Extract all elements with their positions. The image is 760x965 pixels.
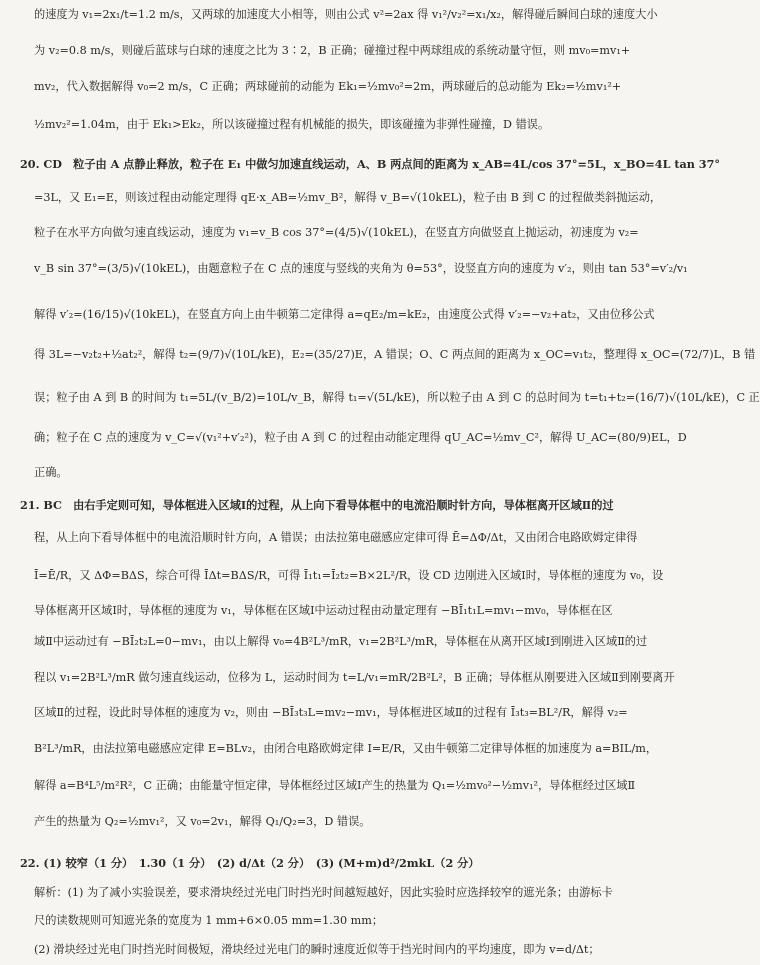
text-line: 区域Ⅱ的过程，设此时导体框的速度为 v₂，则由 −BĪ₃t₃L=mv₂−mv₁，导体框进区域Ⅱ的过程有 Ī₃t₃=BL²/R，解得 v₂= — [34, 706, 628, 719]
text-line: 程，从上向下看导体框中的电流沿顺时针方向，A 错误；由法拉第电磁感应定律可得 Ē=ΔΦ/Δt，又由闭合电路欧姆定律得 — [34, 531, 638, 544]
text-line: 为 v₂=0.8 m/s，则碰后蓝球与白球的速度之比为 3∶2，B 正确；碰撞过程中两球组成的系统动量守恒，则 mv₀=mv₁+ — [34, 44, 631, 57]
question-22-header: 22. (1) 较窄（1 分） 1.30（1 分） (2) d/Δt（2 分） (3) (M+m)d²/2mkL（2 分） — [20, 856, 480, 870]
text-line: ½mv₂²=1.04m，由于 Ek₁>Ek₂，所以该碰撞过程有机械能的损失，即该碰撞为非弹性碰撞，D 错误。 — [34, 118, 550, 131]
text-line: Ī=Ē/R，又 ΔΦ=BΔS，综合可得 ĪΔt=BΔS/R，可得 Ī₁t₁=Ī₂t₂=B×2L²/R，设 CD 边刚进入区域Ⅰ时，导体框的速度为 v₀，设 — [34, 569, 664, 582]
text-line: 解得 a=B⁴L⁵/m²R²，C 正确；由能量守恒定律，导体框经过区域Ⅰ产生的热量为 Q₁=½mv₀²−½mv₁²，导体框经过区域Ⅱ — [34, 779, 636, 792]
text-line: 粒子在水平方向做匀速直线运动，速度为 v₁=v_B cos 37°=(4/5)√(10kEL)，在竖直方向做竖直上抛运动，初速度为 v₂= — [34, 226, 639, 239]
text-line: 导体框离开区域Ⅰ时，导体框的速度为 v₁，导体框在区域Ⅰ中运动过程由动量定理有 −BĪ₁t₁L=mv₁−mv₀，导体框在区 — [34, 604, 613, 617]
text-line: 产生的热量为 Q₂=½mv₁²，又 v₀=2v₁，解得 Q₁/Q₂=3，D 错误。 — [34, 815, 371, 828]
text-line: (2) 滑块经过光电门时挡光时间极短，滑块经过光电门的瞬时速度近似等于挡光时间内的平均速度，即为 v=d/Δt； — [34, 943, 600, 956]
text-line: B²L³/mR，由法拉第电磁感应定律 E=BLv₂，由闭合电路欧姆定律 I=E/R，又由牛顿第二定律导体框的加速度为 a=BIL/m， — [34, 742, 658, 755]
text-line: 正确。 — [34, 466, 68, 479]
text-line: 得 3L=−v₂t₂+½at₂²，解得 t₂=(9/7)√(10L/kE)，E₂=(35/27)E，A 错误；O、C 两点间的距离为 x_OC=v₁t₂，整理得 x_OC=(72/7)L，B 错 — [34, 348, 756, 361]
text-line: mv₂，代入数据解得 v₀=2 m/s，C 正确；两球碰前的动能为 Ek₁=½mv₀²=2m，两球碰后的总动能为 Ek₂=½mv₁²+ — [34, 80, 622, 93]
text-line: =3L，又 E₁=E，则该过程由动能定理得 qE·x_AB=½mv_B²，解得 v_B=√(10kEL)，粒子由 B 到 C 的过程做类斜抛运动， — [34, 191, 662, 204]
text-line: 程以 v₁=2B²L³/mR 做匀速直线运动，位移为 L，运动时间为 t=L/v₁=mR/2B²L²，B 正确；导体框从刚要进入区域Ⅱ到刚要离开 — [34, 671, 675, 684]
text-line: 域Ⅱ中运动过有 −BĪ₂t₂L=0−mv₁，由以上解得 v₀=4B²L³/mR，v₁=2B²L³/mR，导体框在从离开区域Ⅰ到刚进入区域Ⅱ的过 — [34, 635, 648, 648]
text-line: 解得 v′₂=(16/15)√(10kEL)，在竖直方向上由牛顿第二定律得 a=qE₂/m=kE₂，由速度公式得 v′₂=−v₂+at₂，又由位移公式 — [34, 308, 655, 321]
text-line: 解析：(1) 为了减小实验误差，要求滑块经过光电门时挡光时间越短越好，因此实验时应选择较窄的遮光条；由游标卡 — [34, 886, 613, 899]
text-line: 的速度为 v₁=2x₁/t=1.2 m/s，又两球的加速度大小相等，则由公式 v²=2ax 得 v₁²/v₂²=x₁/x₂，解得碰后瞬间白球的速度大小 — [34, 8, 658, 21]
question-20-header: 20. CD 粒子由 A 点静止释放，粒子在 E₁ 中做匀加速直线运动，A、B 两点间的距离为 x_AB=4L/cos 37°=5L，x_BO=4L tan 37° — [20, 157, 720, 171]
text-line: 误；粒子由 A 到 B 的时间为 t₁=5L/(v_B/2)=10L/v_B，解得 t₁=√(5L/kE)，所以粒子由 A 到 C 的总时间为 t=t₁+t₂=(16/7)√(10L/kE)，C 正 — [34, 391, 760, 404]
question-21-header: 21. BC 由右手定则可知，导体框进入区域Ⅰ的过程，从上向下看导体框中的电流沿顺时针方向，导体框离开区域Ⅱ的过 — [20, 498, 614, 512]
text-line: v_B sin 37°=(3/5)√(10kEL)，由题意粒子在 C 点的速度与竖线的夹角为 θ=53°，设竖直方向的速度为 v′₂，则由 tan 53°=v′₂/v₁ — [34, 262, 688, 275]
text-line: 尺的读数规则可知遮光条的宽度为 1 mm+6×0.05 mm=1.30 mm； — [34, 914, 384, 927]
text-line: 确；粒子在 C 点的速度为 v_C=√(v₁²+v′₂²)，粒子由 A 到 C 的过程由动能定理得 qU_AC=½mv_C²，解得 U_AC=(80/9)EL，D — [34, 431, 687, 444]
